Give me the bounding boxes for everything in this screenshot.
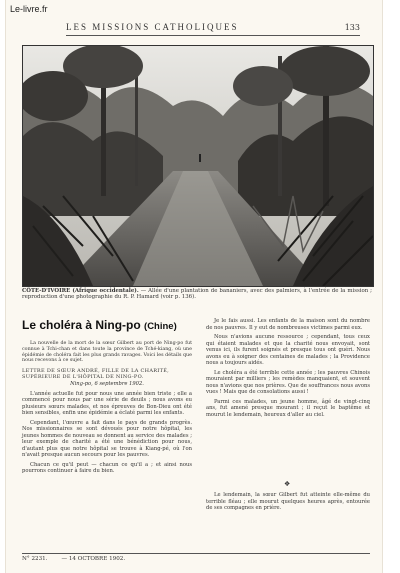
running-title: LES MISSIONS CATHOLIQUES [66,22,239,32]
article-left-column [22,341,192,478]
plantation-photograph [22,45,374,287]
paragraph: Le lendemain, la sœur Gilbert fut atteinte elle-même du terrible fléau ; elle mourut quelques heures après, entourée de ses compagnes en prière. [206,492,370,511]
article-intro: La nouvelle de la mort de la sœur Gilbert au port de Ning-po fut connue à Tchi-chan et dans toute la province de Tché-kiang, où une épidémie de choléra fait les plus grands ravages. Voici les détails que nous recevons à ce sujet. [22,341,192,364]
article-title-paren: (Chine) [144,321,177,332]
footer-rule [22,553,370,554]
article-title-text: Le choléra à Ning-po [22,318,141,332]
photo-caption [22,288,372,301]
site-label: Le-livre.fr [10,4,48,14]
paragraph: L'année actuelle fut pour nous une année bien triste ; elle a commencé pour nous par une série de deuils ; nous avons eu plusieurs sœurs malades, et nos épreuves de Bon-Dieu ont été bien sensibles, enfin une épidémie a éclaté parmi les enfants. [22,390,192,417]
paragraph: Le choléra a été terrible cette année ; les pauvres Chinois mouraient par milliers ; les remèdes manquaient, et souvent nous n'avions que nos prières. Que de souffrances nous avons vues ! Mais que de consolations aussi ! [206,369,370,395]
paragraph: Cependant, l'œuvre a fait dans le pays de grands progrès. Nos missionnaires se sont dévoués pour notre hôpital, les jeunes hommes de nouveau se donnent au service des malades ; leur exemple de charité a été une bénédiction pour nous, d'autant plus que notre hôpital se trouve à Kiang-pé, où l'on n'avait presque aucun secours pour les pauvres. [22,419,192,459]
issue-number: N° 2231. [22,556,48,562]
issue-date: — 14 OCTOBRE 1902. [61,556,126,562]
running-head [66,22,360,36]
paragraph: Je le fais aussi. Les enfants de la maison sont du nombre de nos pauvres. Il y eut de nombreuses victimes parmi eux. [206,318,370,331]
article-title [22,318,197,332]
section-ornament: ❖ [284,480,291,488]
letter-dateline: Ning-po, 6 septembre 1902. [70,381,144,388]
page-number: 133 [344,23,360,32]
article-right-column [206,318,370,421]
article-closing [206,492,370,515]
page-footer [22,556,370,562]
letter-heading: LETTRE DE SŒUR ANDRÉ, FILLE DE LA CHARITÉ, SUPÉRIEURE DE L'HÔPITAL DE NING-PO. [22,368,170,381]
photograph-plantation-path-icon [23,46,373,286]
paragraph: Parmi ces malades, un jeune homme, âgé de vingt-cinq ans, fut amené presque mourant ; il reçut le baptême et mourut le lendemain, heureux d'aller au ciel. [206,398,370,418]
magazine-page [6,0,382,573]
paragraph: Chacun ce qu'il peut — chacun ce qu'il a ; et ainsi nous pourrons continuer à faire du bien. [22,461,192,475]
caption-text: — Allée d'une plantation de bananiers, avec des palmiers, à l'entrée de la mission ; reproduction d'une photographie du R. P. Hamard (voir p. 136). [22,288,372,301]
paragraph: Nous n'avions aucune ressource ; cependant, tous ceux qui étaient malades et que la charité nous envoyait, sont venus ici, ils furent soignés et presque tous ont guéri. Nous avons eu à soigner des centaines de malades ; la Providence nous a toujours aidés. [206,334,370,366]
caption-prefix: CÔTE-D'IVOIRE (Afrique occidentale). [22,288,139,294]
